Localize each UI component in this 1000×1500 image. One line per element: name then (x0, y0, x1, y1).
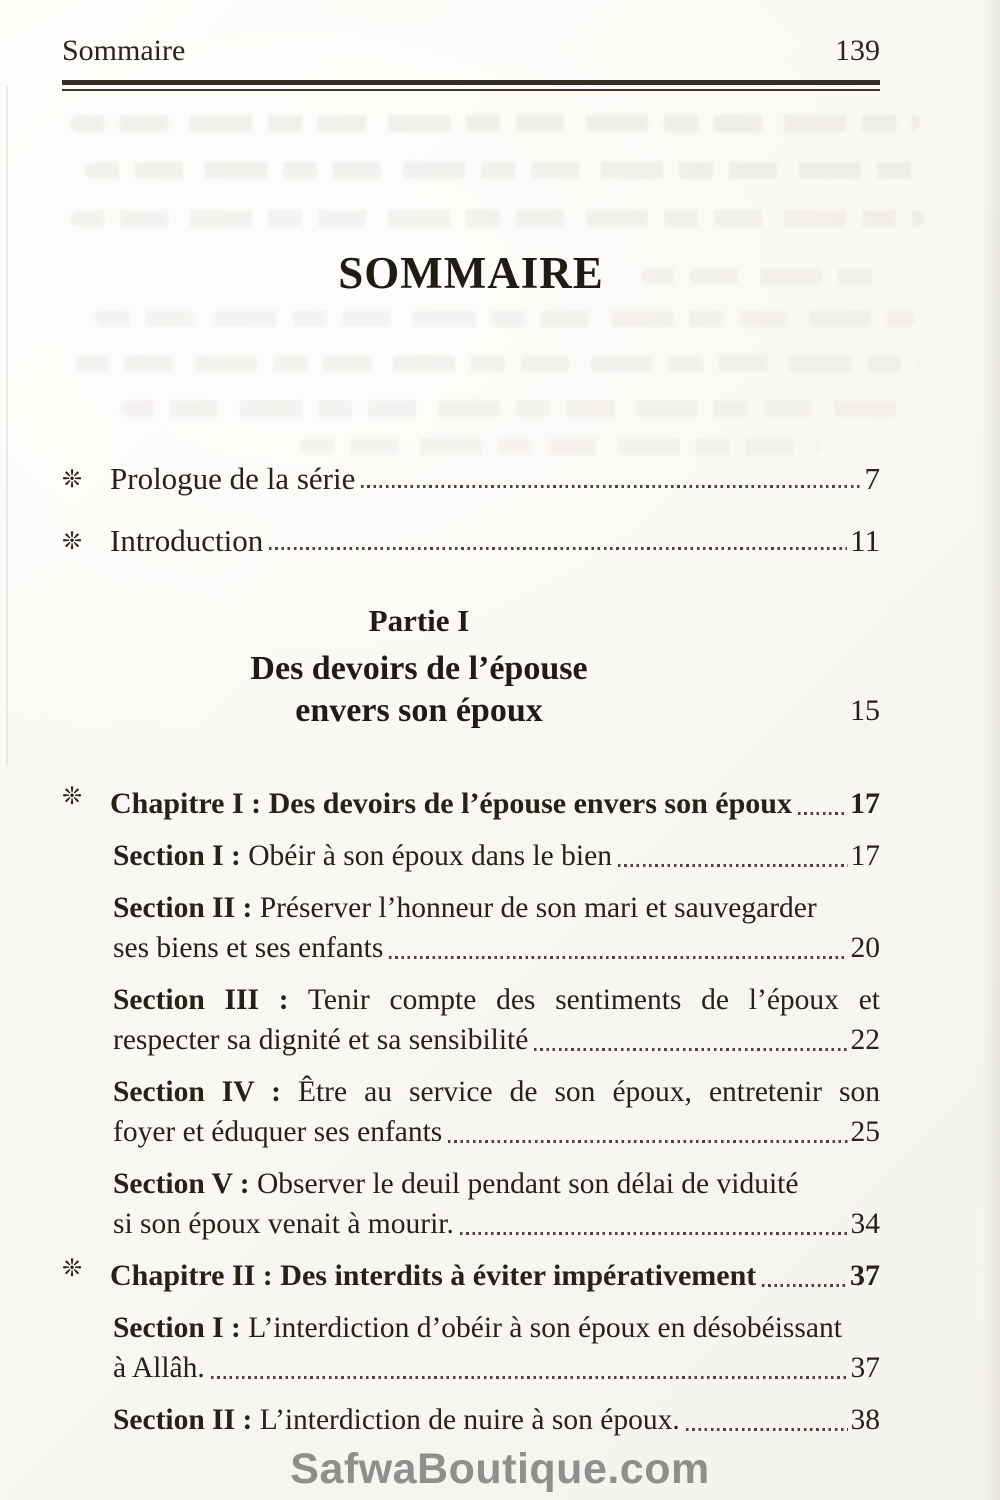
entry-lines (110, 784, 880, 824)
part-title (62, 648, 776, 732)
toc-entry-chapter (62, 1256, 880, 1296)
dot-leader (618, 864, 848, 867)
entry-page-number: 17 (850, 787, 880, 820)
entry-text-line (113, 928, 880, 968)
header-double-rule (62, 80, 880, 91)
toc-entry-section (62, 1400, 880, 1440)
part-heading-block (62, 603, 880, 732)
entry-text-line (113, 1400, 880, 1440)
entry-title: foyer et éduquer ses enfants (113, 1116, 443, 1148)
entry-lines (113, 980, 880, 1060)
front-list (62, 461, 880, 559)
entry-title: Prologue de la série (110, 461, 356, 496)
entry-label: Section II : (113, 892, 253, 924)
toc-entry-chapter (62, 784, 880, 824)
flower-bullet-icon: ❊ (62, 784, 83, 810)
entry-text-line (113, 1020, 880, 1060)
part-title-line: envers son époux (295, 692, 543, 729)
entry-page-number: 20 (850, 932, 880, 964)
entry-label: Chapitre II : (110, 1259, 273, 1292)
part-kicker: Partie I (368, 603, 470, 638)
entry-page-number: 37 (850, 1259, 880, 1292)
entry-page-number: 17 (850, 840, 880, 872)
entry-page-number: 25 (850, 1116, 880, 1148)
dot-leader (460, 1232, 848, 1235)
flower-bullet-icon: ❊ (62, 467, 83, 493)
entry-lines (113, 1308, 880, 1388)
entry-text-line: Section I : L’interdiction d’obéir à son époux en désobéissant (113, 1312, 842, 1344)
entry-text-line (113, 1204, 880, 1244)
flower-bullet-icon: ❊ (62, 529, 83, 555)
entry-page-number: 7 (864, 461, 880, 496)
entry-text-line (113, 1348, 880, 1388)
dot-leader (534, 1048, 847, 1051)
dot-leader (211, 1376, 848, 1379)
dot-leader (269, 547, 847, 550)
dot-leader (361, 485, 861, 488)
entry-title: respecter sa dignité et sa sensibilité (113, 1024, 529, 1056)
entry-label: Section IV : (113, 1076, 281, 1108)
entry-lines (110, 1256, 880, 1296)
entry-page-number: 34 (850, 1208, 880, 1240)
entry-lines (113, 1164, 880, 1244)
entry-title: ses biens et ses enfants (113, 932, 384, 964)
entry-lines (113, 888, 880, 968)
toc-list (62, 784, 880, 1440)
entry-label: Section I : (113, 1312, 241, 1344)
toc-entry-section (62, 980, 880, 1060)
toc-entry-section (62, 836, 880, 876)
entry-page-number: 37 (850, 1352, 880, 1384)
toc-title: SOMMAIRE (338, 248, 604, 298)
dot-leader (686, 1428, 848, 1431)
toc-entry-section (62, 1072, 880, 1152)
entry-text-line: Section III : Tenir compte des sentiments de l’époux et (113, 984, 880, 1016)
entry-label: Chapitre I : (110, 787, 262, 820)
entry-page-number: 38 (850, 1404, 880, 1436)
running-header-title: Sommaire (62, 34, 186, 67)
part-title-line: Des devoirs de l’épouse (250, 650, 588, 687)
entry-lines (113, 836, 880, 876)
entry-label: Section V : (113, 1168, 250, 1200)
entry-text-line (113, 1112, 880, 1152)
entry-title: Chapitre II : Des interdits à éviter impérativement (110, 1259, 757, 1292)
entry-title: si son époux venait à mourir. (113, 1208, 454, 1240)
entry-lines (113, 1400, 880, 1440)
entry-title: Introduction (110, 523, 264, 558)
entry-text-line (113, 836, 880, 876)
toc-entry-section (62, 1308, 880, 1388)
toc-entry (62, 461, 880, 497)
entry-title: Section II : L’interdiction de nuire à son époux. (113, 1404, 680, 1436)
entry-title: à Allâh. (113, 1352, 205, 1384)
dot-leader (762, 1284, 847, 1287)
entry-text-line (110, 784, 880, 824)
entry-title: Section I : Obéir à son époux dans le bien (113, 840, 612, 872)
entry-title: Chapitre I : Des devoirs de l’épouse envers son époux (110, 787, 792, 820)
toc-entry-section (62, 888, 880, 968)
dot-leader (448, 1140, 847, 1143)
entry-label: Section III : (113, 984, 289, 1016)
part-page-number: 15 (850, 694, 880, 727)
toc-entry (62, 523, 880, 559)
entry-text-line (110, 1256, 880, 1296)
dot-leader (798, 812, 847, 815)
entry-lines (113, 1072, 880, 1152)
watermark-text: SafwaBoutique.com (290, 1445, 710, 1493)
entry-text-line: Section V : Observer le deuil pendant son délai de viduité (113, 1168, 799, 1200)
entry-page-number: 22 (850, 1024, 880, 1056)
entry-label: Section II : (113, 1404, 253, 1436)
entry-page-number: 11 (850, 523, 880, 558)
toc-entry-section (62, 1164, 880, 1244)
entry-text-line: Section II : Préserver l’honneur de son mari et sauvegarder (113, 892, 817, 924)
entry-text-line: Section IV : Être au service de son époux, entretenir son (113, 1076, 880, 1108)
part-heading-inner (62, 603, 776, 732)
running-header (62, 34, 880, 68)
entry-label: Section I : (113, 840, 241, 872)
running-header-page-number: 139 (835, 34, 880, 67)
dot-leader (389, 956, 847, 959)
flower-bullet-icon: ❊ (62, 1256, 83, 1282)
